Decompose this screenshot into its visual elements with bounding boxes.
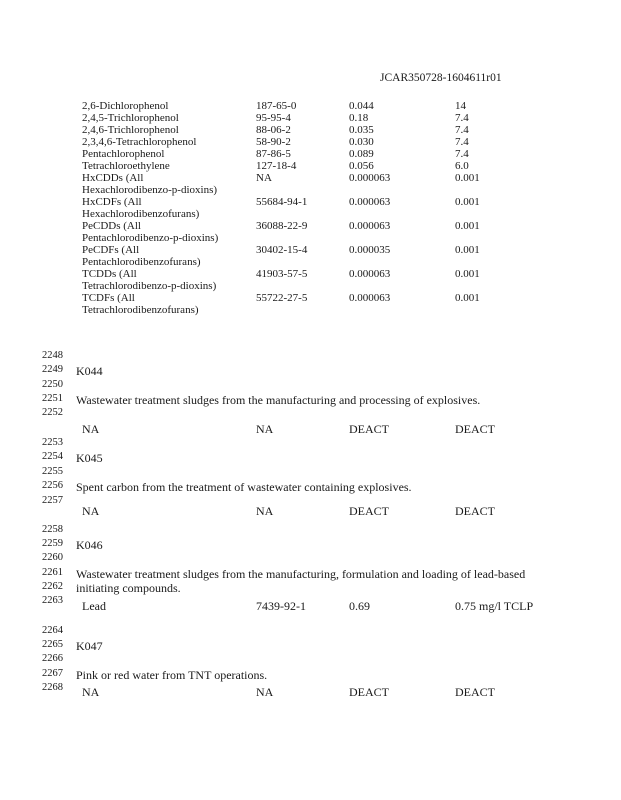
wastewater-standard: 0.000063 <box>349 172 391 184</box>
line-text: initiating compounds. <box>76 581 181 595</box>
nonwastewater-standard: 0.001 <box>455 220 480 232</box>
constituent-name: TCDFs (All <box>82 292 135 304</box>
constituent-name: Tetrachlorodibenzo-p-dioxins) <box>82 280 217 292</box>
constituent-name: HxCDFs (All <box>82 196 142 208</box>
line-number: 2265 <box>42 639 63 650</box>
nonwastewater-standard: 0.001 <box>455 244 480 256</box>
constituent-name: 2,4,6-Trichlorophenol <box>82 124 179 136</box>
wastewater-standard: 0.000035 <box>349 244 391 256</box>
table-cell: DEACT <box>455 422 495 436</box>
constituent-name: Pentachlorophenol <box>82 148 165 160</box>
table-cell: NA <box>82 685 100 699</box>
cas-number: 30402-15-4 <box>256 244 308 256</box>
line-text: K045 <box>76 451 103 465</box>
line-number: 2257 <box>42 495 63 506</box>
nonwastewater-standard: 0.001 <box>455 172 480 184</box>
table-cell: 0.75 mg/l TCLP <box>455 599 534 613</box>
constituent-name: Pentachlorodibenzo-p-dioxins) <box>82 232 219 244</box>
wastewater-standard: 0.000063 <box>349 196 391 208</box>
wastewater-standard: 0.000063 <box>349 268 391 280</box>
line-text: K044 <box>76 364 103 378</box>
cas-number: 127-18-4 <box>256 160 297 172</box>
wastewater-standard: 0.18 <box>349 112 369 124</box>
table-cell: 7439-92-1 <box>256 599 306 613</box>
table-cell: NA <box>256 504 274 518</box>
table-cell: DEACT <box>349 422 389 436</box>
line-text: Spent carbon from the treatment of wastewater containing explosives. <box>76 480 412 494</box>
cas-number: 87-86-5 <box>256 148 291 160</box>
line-number: 2252 <box>42 407 63 418</box>
line-number: 2262 <box>42 581 63 592</box>
line-number: 2250 <box>42 379 63 390</box>
constituent-name: Pentachlorodibenzofurans) <box>82 256 201 268</box>
line-number: 2253 <box>42 437 63 448</box>
cas-number: 41903-57-5 <box>256 268 308 280</box>
table-cell: Lead <box>82 599 106 613</box>
wastewater-standard: 0.089 <box>349 148 374 160</box>
constituent-name: Hexachlorodibenzofurans) <box>82 208 200 220</box>
line-text: K047 <box>76 639 103 653</box>
line-text: Wastewater treatment sludges from the manufacturing and processing of explosives. <box>76 393 481 407</box>
nonwastewater-standard: 0.001 <box>455 268 480 280</box>
line-text: K046 <box>76 538 103 552</box>
cas-number: 88-06-2 <box>256 124 291 136</box>
line-number: 2259 <box>42 538 63 549</box>
line-number: 2256 <box>42 480 63 491</box>
constituent-name: 2,3,4,6-Tetrachlorophenol <box>82 136 197 148</box>
wastewater-standard: 0.044 <box>349 100 374 112</box>
nonwastewater-standard: 0.001 <box>455 196 480 208</box>
line-text: Pink or red water from TNT operations. <box>76 668 268 682</box>
line-number: 2263 <box>42 595 63 606</box>
constituent-name: HxCDDs (All <box>82 172 144 184</box>
nonwastewater-standard: 6.0 <box>455 160 469 172</box>
line-number: 2255 <box>42 466 63 477</box>
cas-number: 55722-27-5 <box>256 292 308 304</box>
nonwastewater-standard: 14 <box>455 100 466 112</box>
line-number: 2268 <box>42 682 63 693</box>
cas-number: 95-95-4 <box>256 112 291 124</box>
cas-number: 36088-22-9 <box>256 220 308 232</box>
nonwastewater-standard: 7.4 <box>455 124 469 136</box>
line-number: 2266 <box>42 653 63 664</box>
line-number: 2251 <box>42 393 63 404</box>
line-number: 2258 <box>42 524 63 535</box>
table-cell: NA <box>256 685 274 699</box>
table-cell: DEACT <box>455 685 495 699</box>
table-cell: NA <box>82 504 100 518</box>
line-number: 2249 <box>42 364 63 375</box>
table-cell: DEACT <box>349 685 389 699</box>
cas-number: 58-90-2 <box>256 136 291 148</box>
line-number: 2248 <box>42 350 63 361</box>
table-cell: 0.69 <box>349 599 370 613</box>
line-text: Wastewater treatment sludges from the manufacturing, formulation and loading of lead-based <box>76 567 526 581</box>
nonwastewater-standard: 7.4 <box>455 136 469 148</box>
table-cell: NA <box>82 422 100 436</box>
wastewater-standard: 0.030 <box>349 136 374 148</box>
constituent-name: PeCDDs (All <box>82 220 141 232</box>
cas-number: 187-65-0 <box>256 100 297 112</box>
nonwastewater-standard: 7.4 <box>455 112 469 124</box>
table-cell: DEACT <box>349 504 389 518</box>
line-number: 2254 <box>42 451 63 462</box>
wastewater-standard: 0.000063 <box>349 220 391 232</box>
document-id-header: JCAR350728-1604611r01 <box>380 72 502 84</box>
constituent-name: PeCDFs (All <box>82 244 140 256</box>
line-number: 2261 <box>42 567 63 578</box>
wastewater-standard: 0.000063 <box>349 292 391 304</box>
nonwastewater-standard: 0.001 <box>455 292 480 304</box>
cas-number: 55684-94-1 <box>256 196 308 208</box>
constituent-name: Hexachlorodibenzo-p-dioxins) <box>82 184 218 196</box>
cas-number: NA <box>256 172 272 184</box>
table-cell: NA <box>256 422 274 436</box>
line-number: 2264 <box>42 625 63 636</box>
table-cell: DEACT <box>455 504 495 518</box>
constituent-name: Tetrachloroethylene <box>82 160 170 172</box>
wastewater-standard: 0.056 <box>349 160 374 172</box>
constituent-name: 2,6-Dichlorophenol <box>82 100 169 112</box>
wastewater-standard: 0.035 <box>349 124 374 136</box>
constituent-name: 2,4,5-Trichlorophenol <box>82 112 179 124</box>
line-number: 2260 <box>42 552 63 563</box>
line-number: 2267 <box>42 668 63 679</box>
constituent-name: Tetrachlorodibenzofurans) <box>82 304 199 316</box>
nonwastewater-standard: 7.4 <box>455 148 469 160</box>
constituent-name: TCDDs (All <box>82 268 137 280</box>
